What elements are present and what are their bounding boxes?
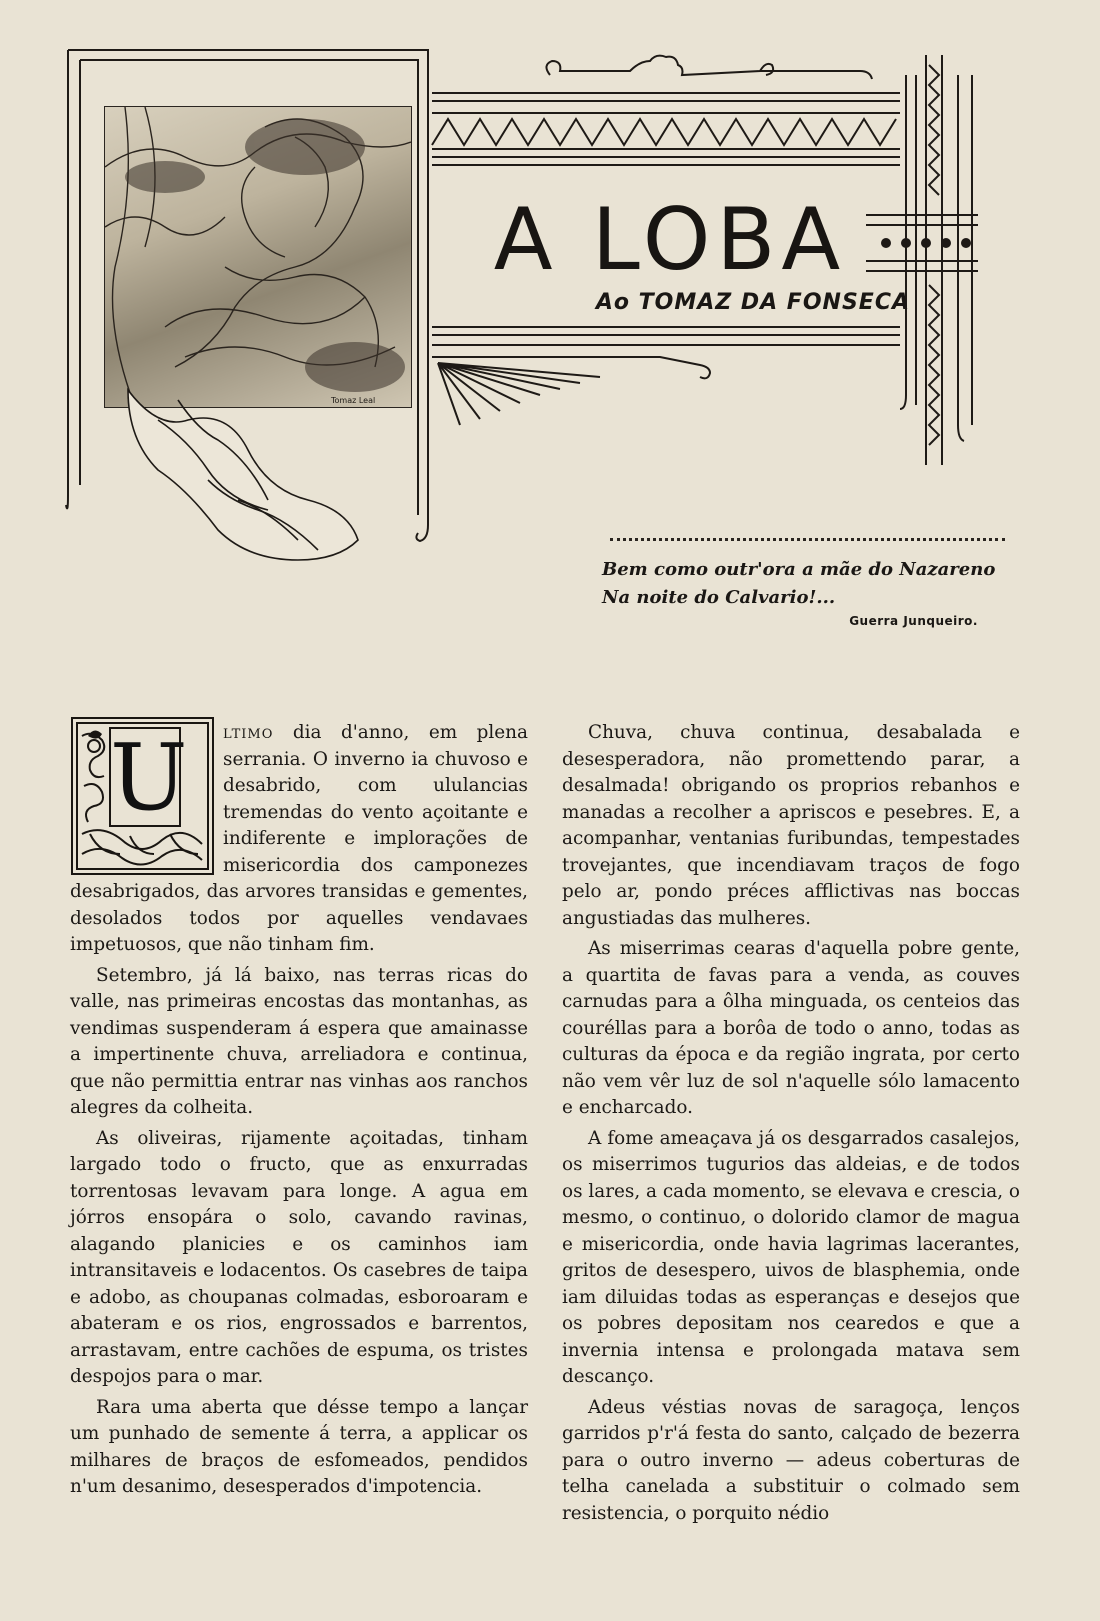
dedication-line: Ao TOMAZ DA FONSECA [595, 290, 910, 315]
dropcap-ornament [70, 716, 215, 876]
epigraph-line-1: Bem como outr'ora a mãe do Nazareno [602, 559, 996, 580]
woman-figure-illustration [104, 106, 412, 408]
artist-signature: Tomaz Leal [331, 396, 376, 405]
right-column [562, 720, 1020, 1531]
illustration-drawing [105, 107, 411, 407]
paragraph-text: dia d'anno, em plena serrania. O inverno ia chuvoso e desabrido, com ululancias tremendas do vento açoitante e indiferente e implorações de misericordia dos camponezes desabrigados, das arvores transidas e gementes, desolados todos por aquelles vendavaes impetuosos, que não tinham fim. [70, 722, 528, 955]
dotted-rule [610, 538, 1005, 541]
paragraph: As miserrimas cearas d'aquella pobre gente, a quartita de favas para a venda, as couves carnudas para a ôlha minguada, os centeios das couréllas para a borôa de todo o anno, todas as culturas da época e da região ingrata, por certo não vem vêr luz de sol n'aquelle sólo lamacento e encharcado. [562, 938, 1020, 1118]
left-column [70, 720, 528, 1505]
paragraph: A fome ameaçava já os desgarrados casalejos, os miserrimos tugurios das aldeias, e de todos os lares, a cada momento, se elevava e crescia, o mesmo, o continuo, o dolorido clamor de magua e misericordia, onde havia lagrimas lacerantes, gritos de desespero, uivos de blasphemia, onde iam diluidas todas as esperanças e desejos que os pobres depositam nos cearedos e que a invernia intensa e prolongada matava sem descanço. [562, 1127, 1020, 1387]
paragraph: Rara uma aberta que désse tempo a lançar um punhado de semente á terra, a applicar os milhares de braços de esfomeados, pendidos n'um desanimo, desesperados d'impotencia. [70, 1396, 528, 1497]
paragraph: Setembro, já lá baixo, nas terras ricas do valle, nas primeiras encostas das montanhas, as vendimas suspenderam á espera que amainasse a impertinente chuva, arreliadora e continua, que não permittia entrar nas vinhas aos ranchos alegres da colheita. [70, 964, 528, 1118]
drapery-overflow [118, 380, 368, 570]
epigraph [560, 556, 1012, 628]
dropcap-letter: U [110, 724, 188, 831]
paragraph [70, 720, 528, 959]
epigraph-line-2: Na noite do Calvario!... [602, 587, 836, 608]
paragraph: As oliveiras, rijamente açoitadas, tinham largado todo o fructo, que as enxurradas torrentosas levavam para longe. A agua em jórros ensopára o solo, cavando ravinas, alagando planicies e os caminhos iam intransitaveis e lodacentos. Os casebres de taipa e adobo, as choupanas colmadas, esboroaram e abateram e os rios, engrossados e barrentos, arrastavam, entre cachões de espuma, os tristes despojos para o mar. [70, 1127, 528, 1387]
dropcap-continuation: ltimo [223, 722, 274, 743]
paragraph: Chuva, chuva continua, desabalada e desesperadora, não promettendo parar, a desalmada! obrigando os proprios rebanhos e manadas a recolher a apriscos e pesebres. E, a acompanhar, ventanias furibundas, tempestades trovejantes, que incendiavam traços de fogo pelo ar, pondo préces afflictivas nas boccas angustiadas das mulheres. [562, 722, 1020, 929]
paragraph: Adeus véstias novas de saragoça, lenços garridos p'r'á festa do santo, calçado de bezerra para o outro inverno — adeus coberturas de telha canelada a substituir o colmado sem resistencia, o porquito nédio [562, 1396, 1020, 1524]
epigraph-author: Guerra Junqueiro. [849, 614, 978, 628]
article-title: A LOBA [493, 190, 847, 290]
